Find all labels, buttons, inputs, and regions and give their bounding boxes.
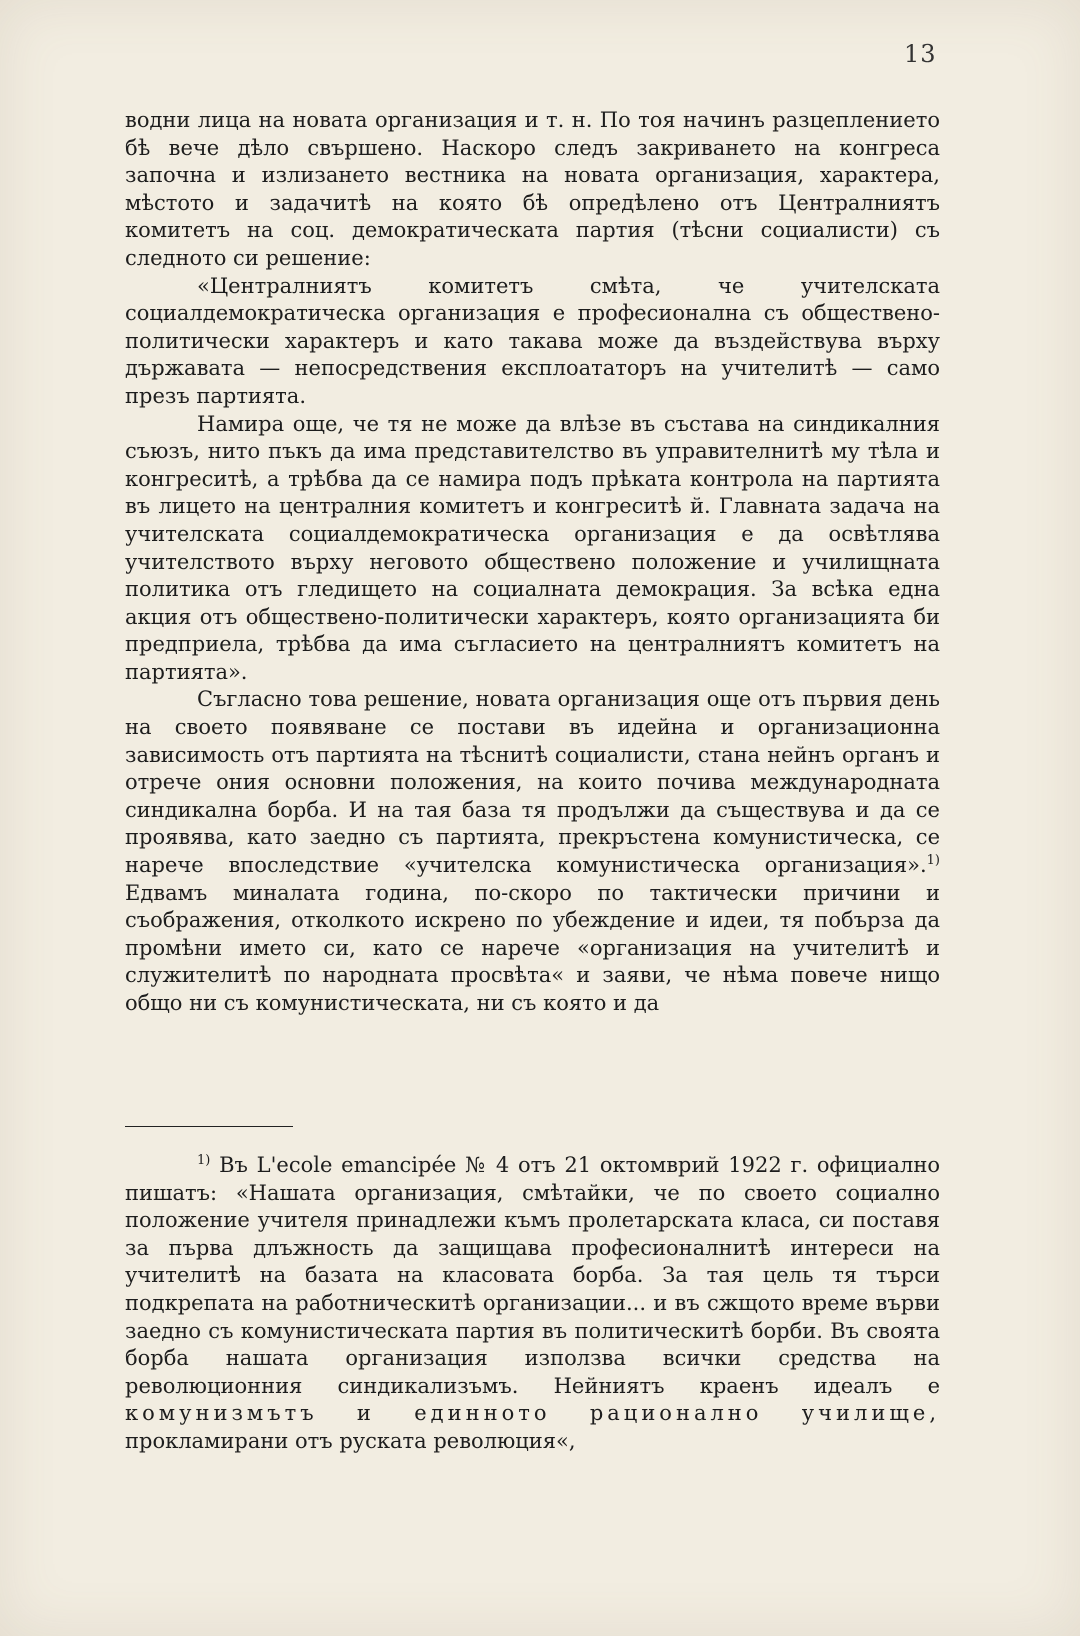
paragraph-1: водни лица на новата организация и т. н. По тоя начинъ разцеплението бѣ вече дѣло свършено. Наскоро следъ закриването на конгреса започна и излизането вестника на новата организация, характера, мѣстото и задачитѣ на която бѣ опредѣлено отъ Централниятъ комитетъ на соц. демократическата партия (тѣсни социалисти) съ следното си решение: xyxy=(125,108,940,270)
footnote-1 xyxy=(125,1152,940,1456)
paragraph-2-quote: «Централниятъ комитетъ смѣта, че учителската социалдемократическа организация е професионална съ обществено-политически характеръ и като такава може да въздействува върху държавата — непосредствения експлоататоръ на учителитѣ — само презъ партията. xyxy=(125,273,940,408)
footnote-text-part-1: Въ L'ecole emancipée № 4 отъ 21 октомврий 1922 г. официално пишатъ: «Нашата организация, смѣтайки, че по своето социално положение учителя принадлежи къмъ пролетарската класа, си поставя за първа длъжность да защищава професионалнитѣ интереси на учителитѣ на базата на класовата борба. За тая цель тя търси подкрепата на работническитѣ организации... и въ сжщото време върви заедно съ комунистическата партия въ политическитѣ борби. Въ своята борба нашата организация използва всички средства на революционния синдикализъмъ. Нейниятъ краенъ идеалъ е xyxy=(125,1153,940,1398)
footnote-divider xyxy=(125,1126,293,1127)
paragraph-4-part-2: Едвамъ миналата година, по-скоро по тактически причини и съображения, отколкото искрено по убеждение и идеи, тя побърза да промѣни името си, като се нарече «организация на учителитѣ и служителитѣ по народната просвѣта« и заяви, че нѣма повече нищо общо ни съ комунистическата, ни съ която и да xyxy=(125,880,940,1015)
footnote-emphasis: комунизмътъ и единното рационално училище, xyxy=(125,1401,940,1426)
footnote-marker: 1) xyxy=(197,1153,211,1168)
footnote-reference: 1) xyxy=(926,853,940,869)
paragraph-4 xyxy=(125,686,940,1017)
main-text xyxy=(125,107,940,1018)
footnote-text-part-2: прокламирани отъ руската революция«, xyxy=(125,1428,576,1453)
paragraph-3-quote: Намира още, че тя не може да влѣзе въ състава на синдикалния съюзъ, нито пъкъ да има представителство въ управителнитѣ му тѣла и конгреситѣ, а трѣбва да се намира подъ прѣката контрола на партията въ лицето на централния комитетъ и конгреситѣ й. Главната задача на учителската социалдемократическа организация е да освѣтлява учителството върху неговото обществено положение и училищната политика отъ гледището на социалната демокрация. За всѣка една акция отъ обществено-политически характеръ, която организацията би предприела, трѣбва да има съгласието на централниятъ комитетъ на партията». xyxy=(125,411,940,684)
footnotes xyxy=(125,1152,940,1456)
paragraph-4-part-1: Съгласно това решение, новата организация още отъ първия день на своето появяване се постави въ идейна и организационна зависимость отъ партията на тѣснитѣ социалисти, стана нейнъ органъ и отрече ония основни положения, на които почива международната синдикална борба. И на тая база тя продължи да съществува и да се проявява, като заедно съ партията, прекръстена комунистическа, се нарече впоследствие «учителска комунистическа организация». xyxy=(125,687,940,878)
page-number: 13 xyxy=(904,40,937,68)
